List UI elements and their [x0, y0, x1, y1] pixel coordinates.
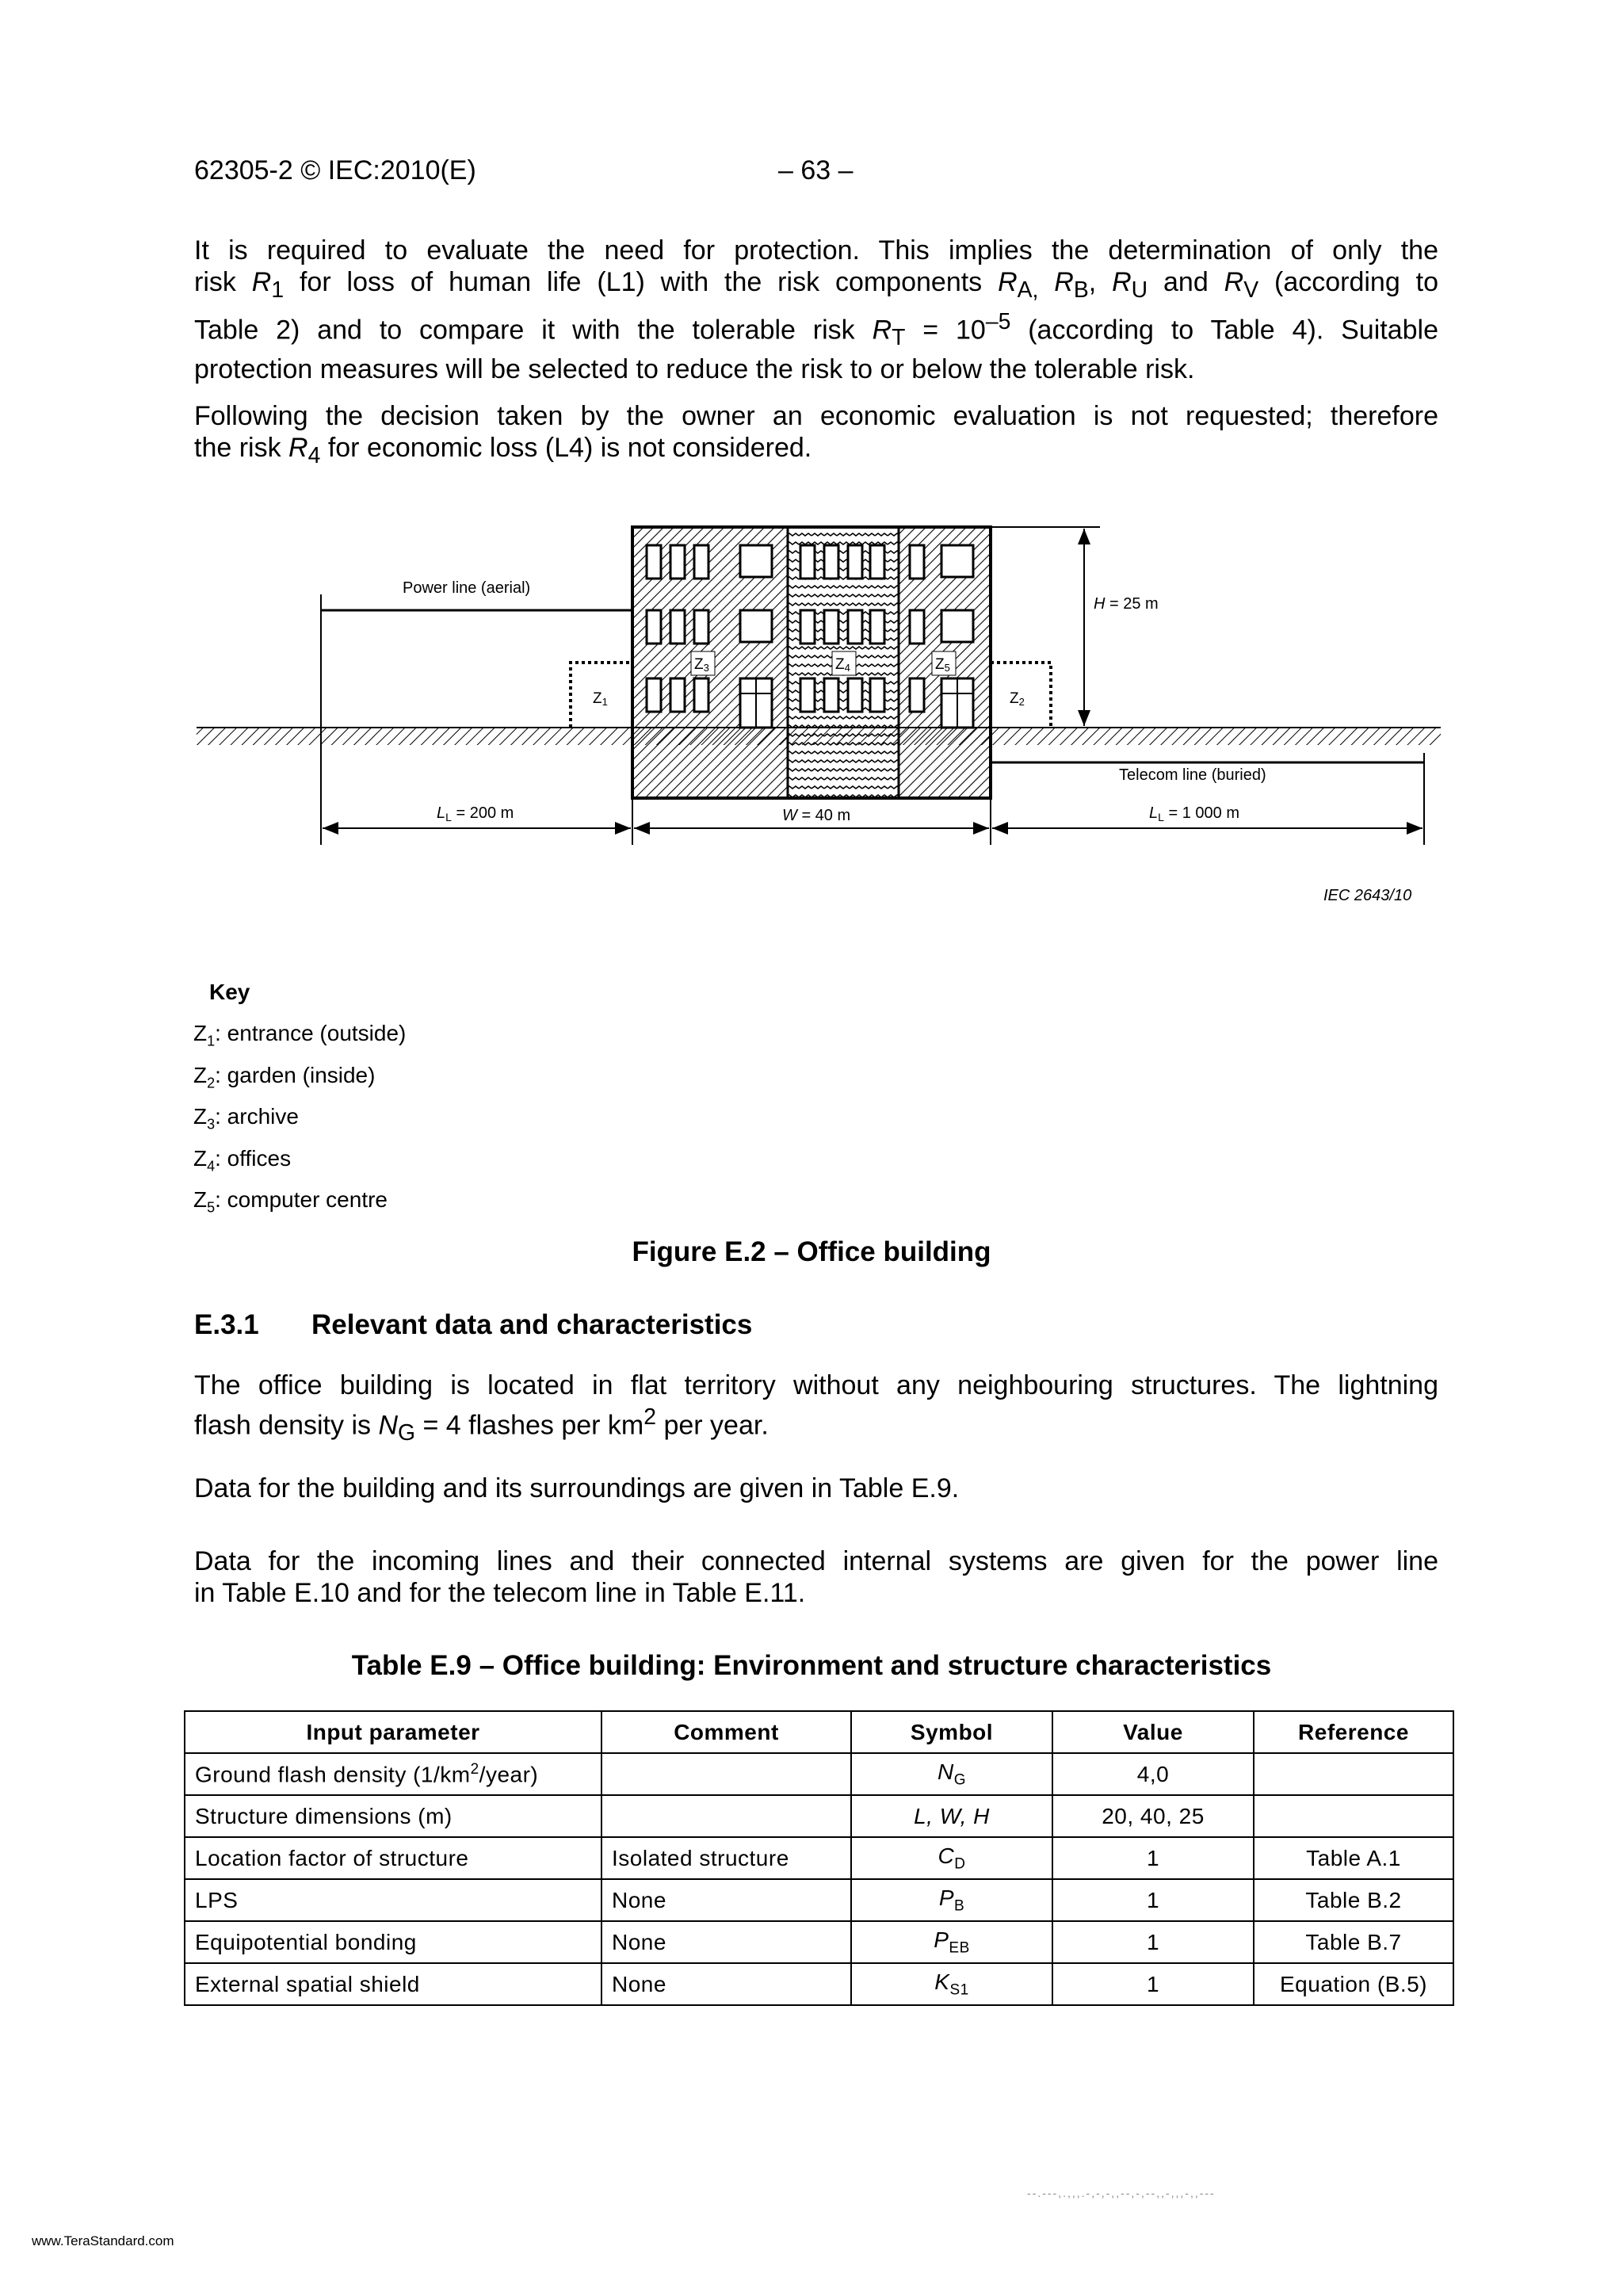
- zone-label-z4: Z4: [835, 656, 850, 674]
- document-id: 62305-2 © IEC:2010(E): [194, 155, 476, 185]
- column-header: Reference: [1254, 1711, 1453, 1753]
- paragraph-line: The office building is located in flat territory without any neighbouring structures. The lightning: [194, 1370, 1438, 1400]
- width-label: W = 40 m: [782, 807, 851, 824]
- value-cell: 1: [1052, 1963, 1254, 2005]
- table-row: [185, 1879, 1453, 1921]
- column-header: Value: [1052, 1711, 1254, 1753]
- zone-label-z5: Z5: [935, 656, 950, 674]
- paragraph-line: Table 2) and to compare it with the tolerable risk $R_T = 10^{-5}$ (according to Table 4). Suitable: [194, 308, 1438, 350]
- power-line-label: Power line (aerial): [403, 579, 531, 597]
- paragraph-line: risk $R_1$ for loss of human life (L1) with the risk components $R_{A,}$ $R_B$, $R_U$ and $R_V$ (according to: [194, 267, 1438, 303]
- table-row: [185, 1921, 1453, 1963]
- comment-cell: [601, 1795, 851, 1837]
- paragraph-line: in Table E.10 and for the telecom line in Table E.11.: [194, 1578, 806, 1608]
- reference-cell: Table B.7: [1254, 1921, 1453, 1963]
- lines-data-paragraph: [194, 1545, 1438, 1609]
- key-item-z3: $Z_3$: archive: [193, 1104, 299, 1133]
- right-length-label: $L_L = 1$ 000 m: [1149, 804, 1239, 823]
- column-header: Input parameter: [185, 1711, 601, 1753]
- zone-label-z1: Z1: [593, 690, 608, 708]
- windows: [647, 545, 973, 728]
- paragraph-line: the risk $R_4$ for economic loss (L4) is not considered.: [194, 433, 812, 468]
- symbol-cell: $N_G$: [851, 1753, 1052, 1795]
- table-header-row: [185, 1711, 1453, 1753]
- location-paragraph: [194, 1370, 1438, 1449]
- value-cell: 1: [1052, 1879, 1254, 1921]
- reference-cell: Table A.1: [1254, 1837, 1453, 1879]
- figure-caption: Figure E.2 – Office building: [632, 1236, 991, 1267]
- comment-cell: None: [601, 1879, 851, 1921]
- zone-label-z2: Z2: [1010, 690, 1025, 708]
- paragraph-line: protection measures will be selected to reduce the risk to or below the tolerable risk.: [194, 353, 1195, 384]
- symbol-cell: $P_{EB}$: [851, 1921, 1052, 1963]
- scan-artifact-dots: --.---,.,,,.-,-,-,,--,-,--,,-,,,-,,---: [1027, 2187, 1216, 2199]
- value-cell: 1: [1052, 1921, 1254, 1963]
- paragraph-line: flash density is $N_G = 4$ flashes per $km^2$ per year.: [194, 1404, 769, 1446]
- param-cell: Ground flash density $(1/km^2/year)$: [185, 1753, 601, 1795]
- reference-cell: Table B.2: [1254, 1879, 1453, 1921]
- comment-cell: Isolated structure: [601, 1837, 851, 1879]
- reference-cell: Equation (B.5): [1254, 1963, 1453, 2005]
- left-length-label: $L_L = 200$ m: [437, 804, 514, 823]
- param-cell: LPS: [185, 1879, 601, 1921]
- comment-cell: None: [601, 1921, 851, 1963]
- param-cell: Location factor of structure: [185, 1837, 601, 1879]
- paragraph-line: Data for the building and its surroundings are given in Table E.9.: [194, 1473, 960, 1503]
- iec-reference: IEC 2643/10: [1323, 887, 1412, 904]
- key-item-z1: $Z_1$: entrance (outside): [193, 1021, 407, 1049]
- table-row: [185, 1963, 1453, 2005]
- symbol-cell: $P_B$: [851, 1879, 1052, 1921]
- office-building-figure: [0, 0, 1623, 951]
- param-cell: External spatial shield: [185, 1963, 601, 2005]
- table-row: [185, 1753, 1453, 1795]
- paragraph-line: It is required to evaluate the need for protection. This implies the determination of only the: [194, 235, 1438, 266]
- key-item-z5: $Z_5$: computer centre: [193, 1187, 388, 1216]
- paragraph-line: Data for the incoming lines and their connected internal systems are given for the power line: [194, 1546, 1438, 1576]
- section-number: E.3.1: [194, 1309, 259, 1340]
- building-data-paragraph: [194, 1473, 1438, 1504]
- zone-z2-outline: [991, 663, 1051, 728]
- table-title: Table E.9 – Office building: Environment and structure characteristics: [351, 1650, 1272, 1681]
- symbol-cell: L, W, H: [851, 1795, 1052, 1837]
- comment-cell: None: [601, 1963, 851, 2005]
- param-cell: Structure dimensions (m): [185, 1795, 601, 1837]
- table-row: [185, 1795, 1453, 1837]
- table-row: [185, 1837, 1453, 1879]
- key-item-z4: $Z_4$: offices: [193, 1146, 292, 1175]
- value-cell: 20, 40, 25: [1052, 1795, 1254, 1837]
- zone-label-z3: Z3: [694, 656, 709, 674]
- key-item-z2: $Z_2$: garden (inside): [193, 1063, 376, 1091]
- reference-cell: [1254, 1795, 1453, 1837]
- column-header: Comment: [601, 1711, 851, 1753]
- value-cell: 4,0: [1052, 1753, 1254, 1795]
- height-label: H = 25 m: [1094, 595, 1159, 613]
- telecom-line-label: Telecom line (buried): [1119, 766, 1266, 784]
- footer-website: www.TeraStandard.com: [32, 2233, 174, 2248]
- value-cell: 1: [1052, 1837, 1254, 1879]
- symbol-cell: $K_{S1}$: [851, 1963, 1052, 2005]
- symbol-cell: $C_D$: [851, 1837, 1052, 1879]
- column-header: Symbol: [851, 1711, 1052, 1753]
- param-cell: Equipotential bonding: [185, 1921, 601, 1963]
- page-number: – 63 –: [778, 155, 854, 185]
- reference-cell: [1254, 1753, 1453, 1795]
- comment-cell: [601, 1753, 851, 1795]
- characteristics-table: [184, 1710, 1454, 2006]
- section-title: Relevant data and characteristics: [311, 1309, 753, 1340]
- key-title: Key: [209, 980, 250, 1004]
- paragraph-line: Following the decision taken by the owner an economic evaluation is not requested; therefore: [194, 401, 1438, 431]
